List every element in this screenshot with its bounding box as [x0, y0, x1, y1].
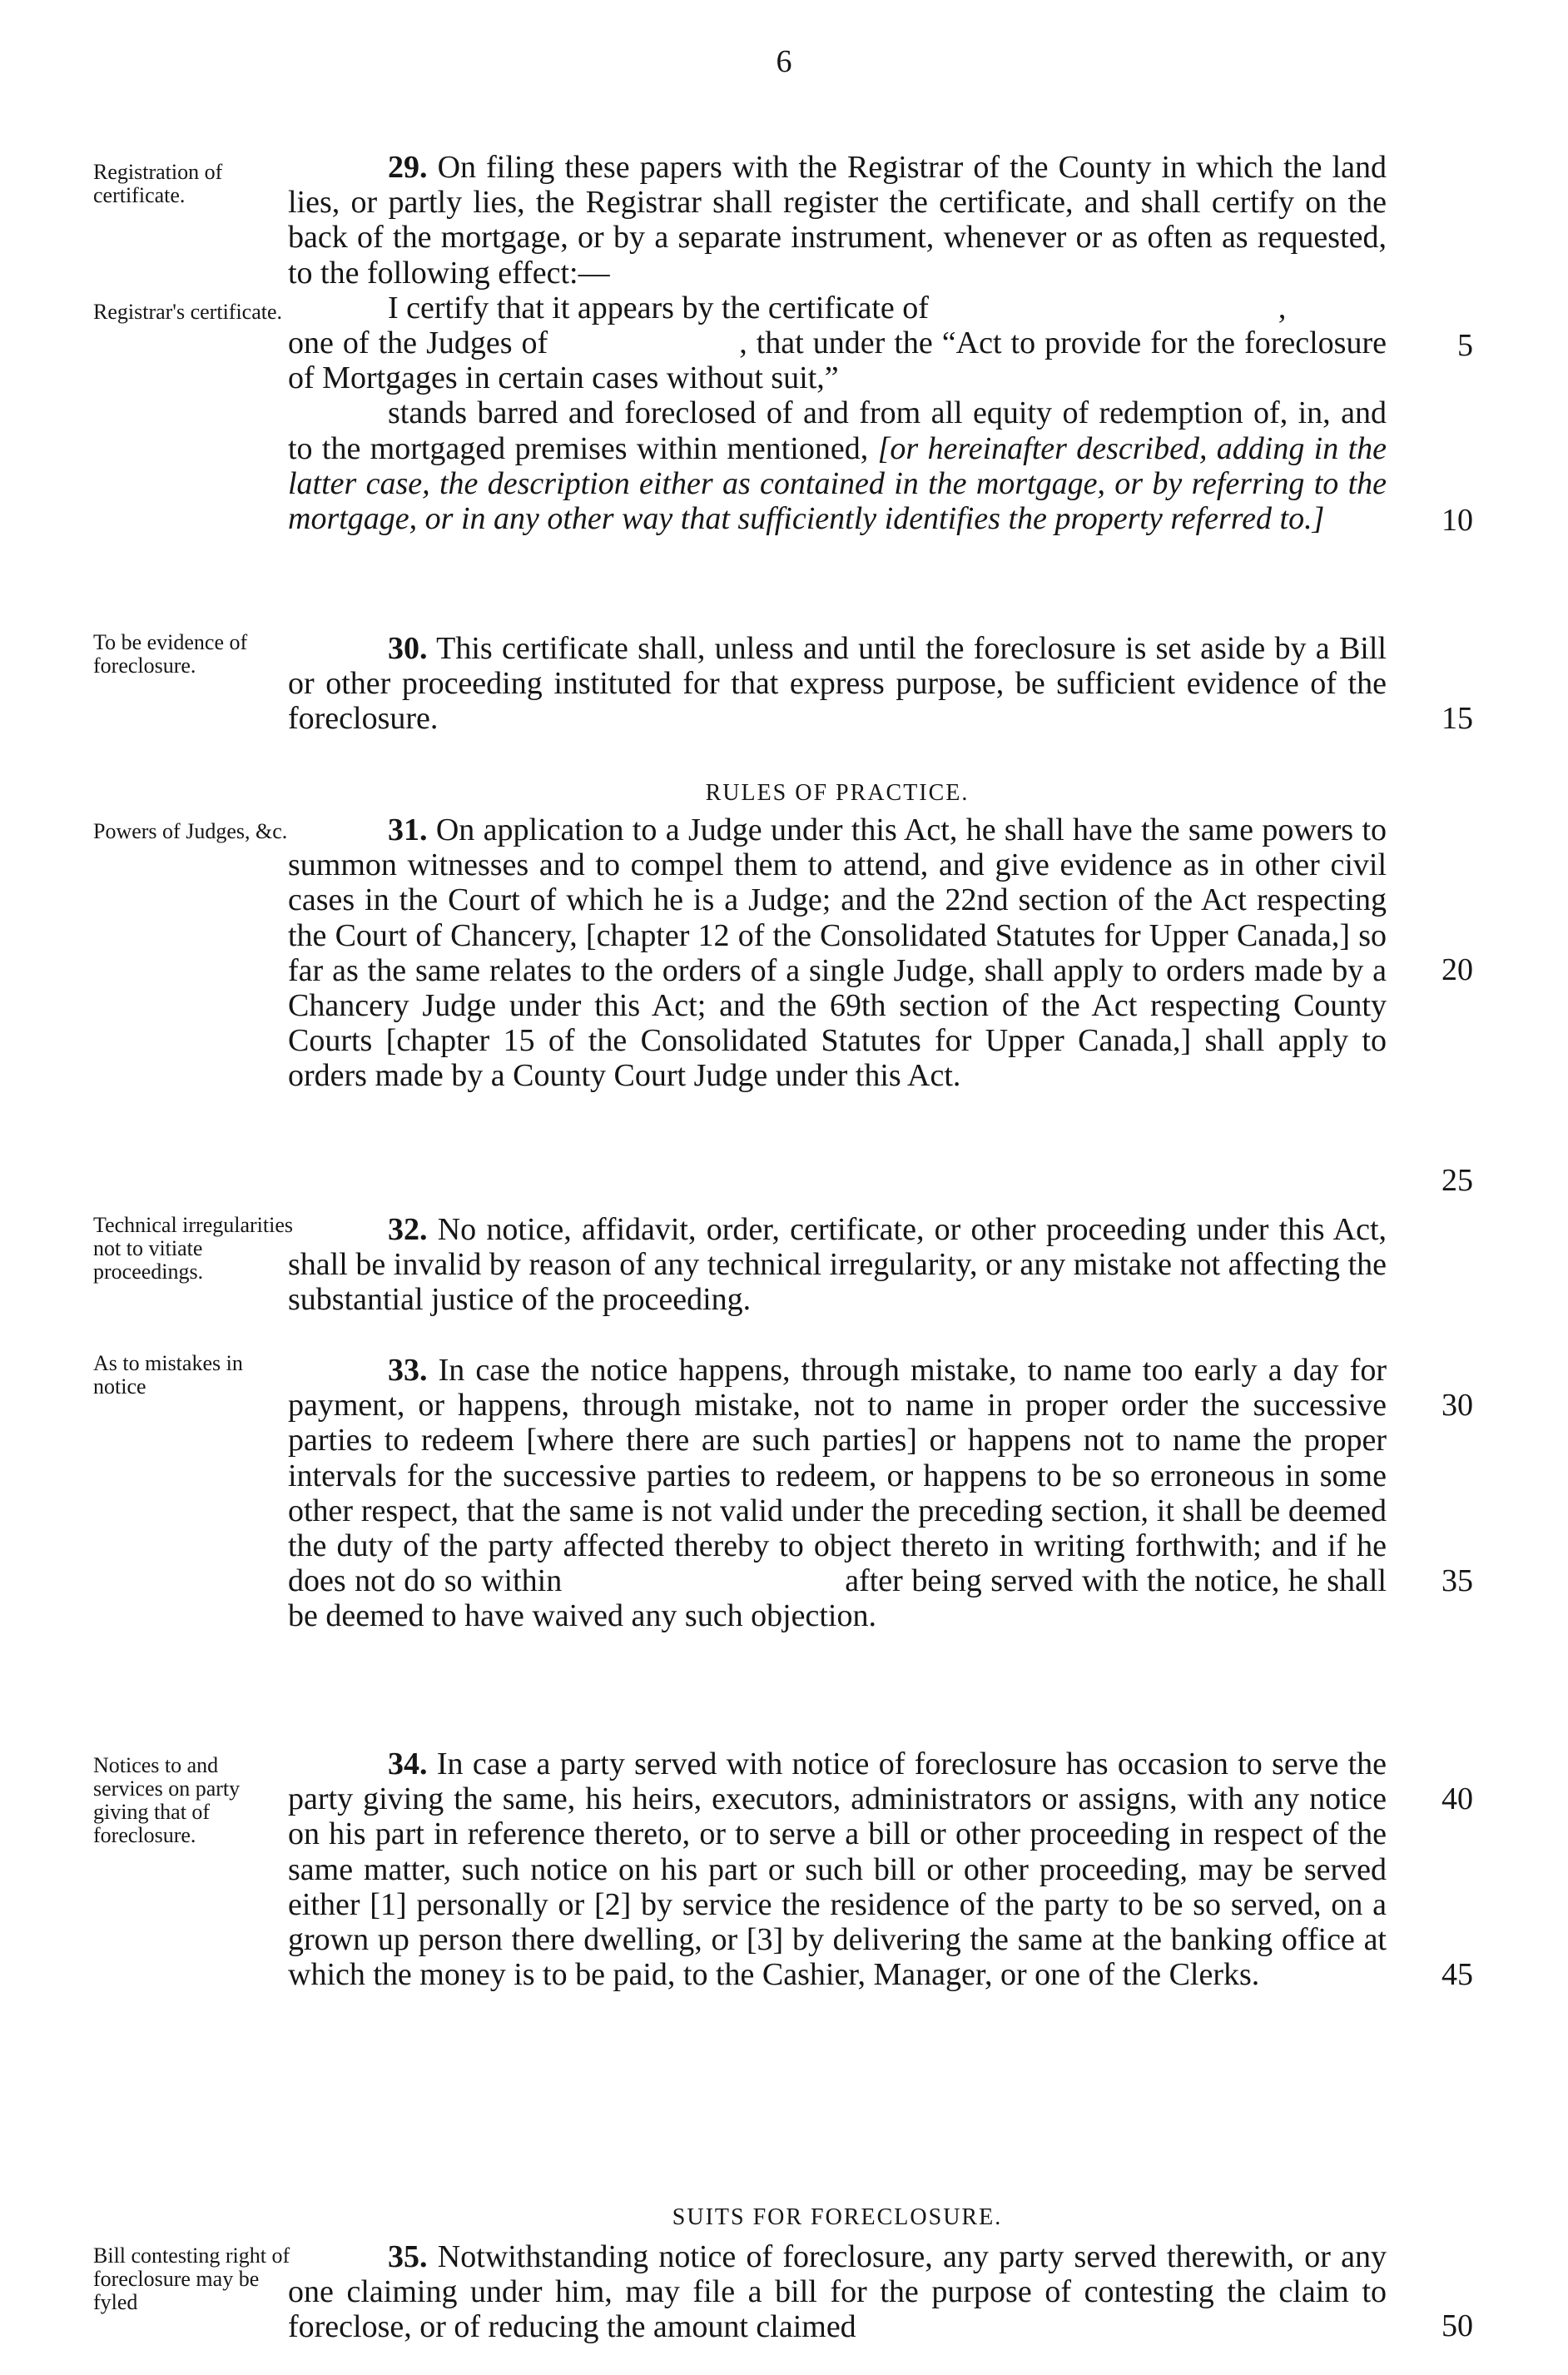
- section-33: [288, 1353, 1387, 1634]
- section-text: On application to a Judge under this Act, he shall have the same powers to summon witnesses and to compel them to attend, and give evidence as in other civil cases in the Court of which he is a Judge; and the 22nd section of the Act respecting the Court of Chancery, [chapter 12 of the Consolidated Statutes for Upper Canada,] so far as the same relates to the orders of a single Judge, shall apply to orders made by a Chancery Judge under this Act; and the 69th section of the Act respecting County Courts [chapter 15 of the Consolidated Statutes for Upper Canada,] shall apply to orders made by a County Court Judge under this Act.: [288, 812, 1387, 1094]
- margin-note-mistakes: As to mistakes in notice: [93, 1351, 243, 1399]
- line-number-20: 20: [1441, 952, 1473, 987]
- section-number: 31.: [388, 812, 428, 847]
- line-number-30: 30: [1441, 1388, 1473, 1423]
- heading-suits-for-foreclosure: SUITS FOR FORECLOSURE.: [672, 2204, 1003, 2230]
- certificate-text: one of the Judges of: [288, 325, 548, 361]
- margin-note-registrars-certificate: Registrar's certificate.: [93, 300, 283, 324]
- section-34: [288, 1746, 1387, 1992]
- margin-note-notices: Notices to and services on party giving that of foreclosure.: [93, 1753, 241, 1847]
- section-number: 34.: [388, 1746, 428, 1781]
- line-number-45: 45: [1441, 1957, 1473, 1992]
- section-32: [288, 1212, 1387, 1318]
- margin-note-technical: Technical irregularities not to vitiate proceedings.: [93, 1213, 294, 1284]
- section-number: 33.: [388, 1353, 428, 1388]
- certificate-italic: [or hereinafter described, adding in the latter case, the description either as contained in the mortgage, or by referring to the mortgage, or in any other way that sufficiently identifies the property referred to.]: [288, 430, 1387, 537]
- section-text: after being served with the notice, he shall be deemed to have waived any such objection.: [288, 1563, 1387, 1634]
- certificate-text: stands barred and foreclosed of and from all equity of redemption of, in, and to the mortgaged premises within mentioned,: [288, 395, 1387, 466]
- certificate-text: , that under the “Act to provide for the foreclosure of Mortgages in certain cases without suit,”: [288, 325, 1387, 396]
- section-text: In case a party served with notice of foreclosure has occasion to serve the party giving the same, his heirs, executors, administrators or assigns, with any notice on his part in reference thereto, or to serve a bill or other proceeding in respect of the same matter, such notice on his part or such bill or other proceeding, may be served either [1] personally or [2] by service the residence of the party to be so served, on a grown up person there dwelling, or [3] by delivering the same at the banking office at which the money is to be paid, to the Cashier, Manager, or one of the Clerks.: [288, 1746, 1387, 1993]
- line-number-10: 10: [1441, 503, 1473, 538]
- section-number: 32.: [388, 1212, 428, 1247]
- margin-note-registration: Registration of certificate.: [93, 160, 223, 207]
- line-number-25: 25: [1441, 1163, 1473, 1198]
- certificate-text: I certify that it appears by the certificate of: [388, 290, 929, 325]
- section-text: This certificate shall, unless and until the foreclosure is set aside by a Bill or other proceeding instituted for that express purpose, be sufficient evidence of the foreclosure.: [288, 631, 1387, 737]
- section-text: No notice, affidavit, order, certificate, or other proceeding under this Act, shall be invalid by reason of any technical irregularity, or any mistake not affecting the substantial justice of the proceeding.: [288, 1212, 1387, 1318]
- section-number: 30.: [388, 631, 428, 666]
- section-number: 29.: [388, 150, 428, 185]
- margin-note-evidence: To be evidence of foreclosure.: [93, 630, 248, 678]
- heading-rules-of-practice: RULES OF PRACTICE.: [705, 780, 970, 806]
- line-number-35: 35: [1441, 1563, 1473, 1598]
- section-text: In case the notice happens, through mistake, to name too early a day for payment, or happens, through mistake, not to name in proper order the successive parties to redeem [where there are such parties] or happens not to name the proper intervals for the successive parties to redeem, or happens to be so erroneous in some other respect, that the same is not valid under the preceding section, it shall be deemed the duty of the party affected thereby to object thereto in writing forthwith; and if he does not do so within: [288, 1353, 1387, 1599]
- line-number-15: 15: [1441, 701, 1473, 736]
- section-text: On filing these papers with the Registrar of the County in which the land lies, or partly lies, the Registrar shall register the certificate, and shall certify on the back of the mortgage, or by a separate instrument, whenever or as often as requested, to the following effect:—: [288, 150, 1387, 291]
- section-31: [288, 812, 1387, 1094]
- section-number: 35.: [388, 2239, 428, 2274]
- section-text: Notwithstanding notice of foreclosure, any party served therewith, or any one claiming under him, may file a bill for the purpose of contesting the claim to foreclose, or of reducing the amount claimed: [288, 2239, 1387, 2345]
- section-35: [288, 2239, 1387, 2345]
- margin-note-powers: Powers of Judges, &c.: [93, 819, 288, 843]
- page-number: 6: [776, 44, 792, 79]
- section-29: [288, 150, 1387, 536]
- margin-note-bill: Bill contesting right of foreclosure may be fyled: [93, 2243, 290, 2314]
- line-number-40: 40: [1441, 1781, 1473, 1816]
- line-number-5: 5: [1457, 328, 1473, 363]
- section-30: [288, 631, 1387, 737]
- line-number-50: 50: [1441, 2308, 1473, 2343]
- certificate-comma: ,: [1278, 290, 1287, 325]
